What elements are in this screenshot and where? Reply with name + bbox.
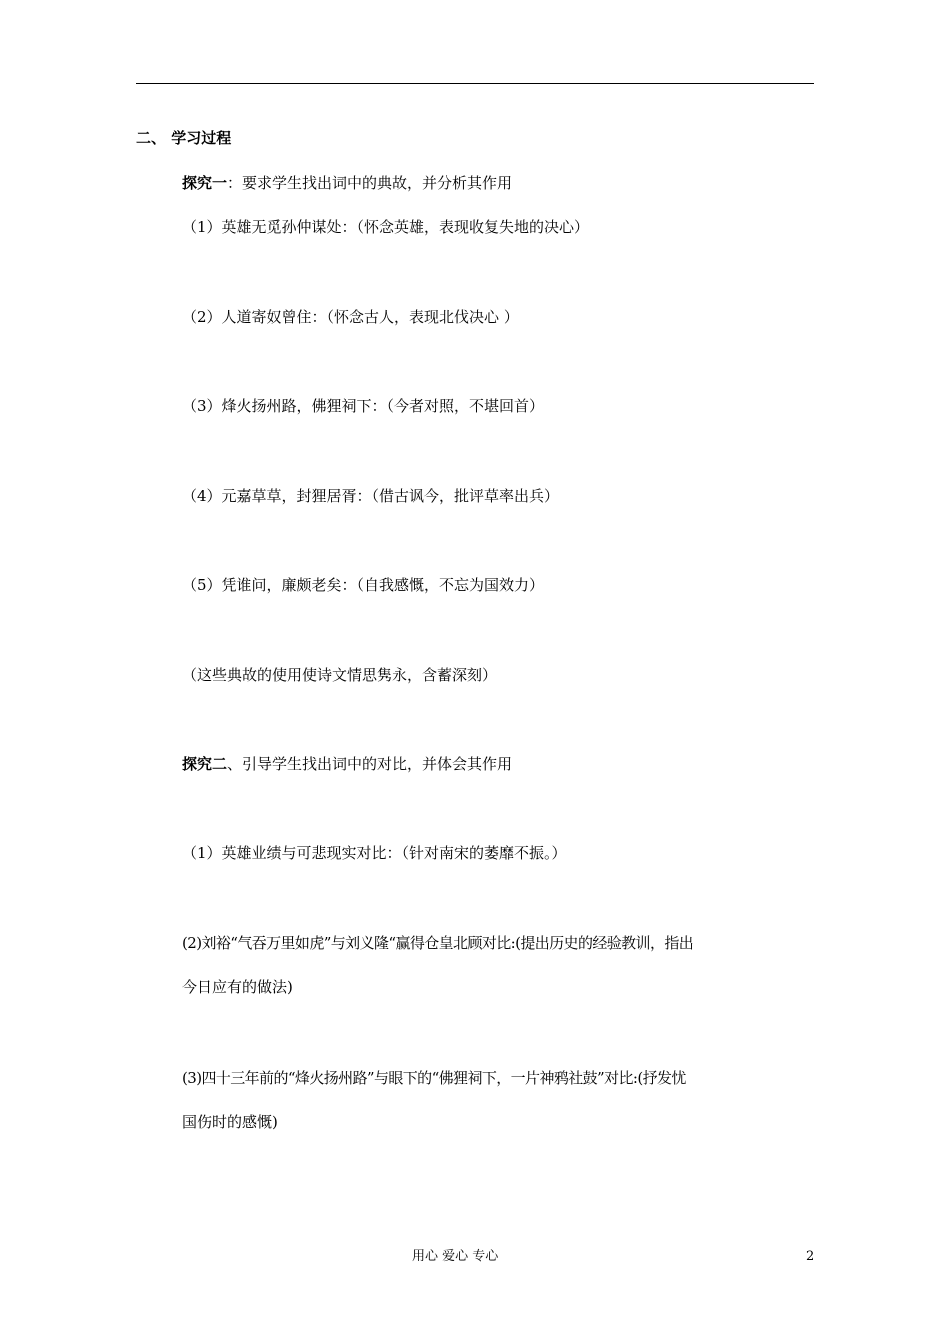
section-heading: 二、 学习过程 bbox=[136, 129, 232, 147]
inquiry1-prompt bbox=[182, 173, 512, 193]
inquiry1-summary: （这些典故的使用使诗文情思隽永，含蓄深刻） bbox=[182, 666, 498, 684]
inquiry2-item-2-line-1: (2)刘裕“气吞万里如虎”与刘义隆“赢得仓皇北顾对比:(提出历史的经验教训，指出 bbox=[182, 934, 694, 952]
footer-slogan: 用心 爱心 专心 bbox=[412, 1249, 499, 1264]
inquiry2-item-2-line-2: 今日应有的做法) bbox=[182, 978, 293, 996]
inquiry1-item-4: （4）元嘉草草，封狸居胥：（借古讽今，批评草率出兵） bbox=[182, 487, 560, 505]
inquiry2-label: 探究二 bbox=[182, 755, 228, 773]
header-rule bbox=[136, 83, 814, 84]
inquiry1-item-2: （2）人道寄奴曾住：（怀念古人，表现北伐决心 ） bbox=[182, 308, 519, 326]
inquiry1-item-1: （1）英雄无觅孙仲谋处：（怀念英雄，表现收复失地的决心） bbox=[182, 218, 590, 236]
inquiry1-text: ：要求学生找出词中的典故，并分析其作用 bbox=[227, 174, 513, 192]
inquiry2-item-3-line-1: (3)四十三年前的“烽火扬州路”与眼下的“佛狸祠下，一片神鸦社鼓”对比:(抒发忧 bbox=[182, 1069, 686, 1087]
inquiry2-text: 、引导学生找出词中的对比，并体会其作用 bbox=[227, 755, 513, 773]
page-number: 2 bbox=[806, 1249, 815, 1264]
inquiry2-item-3-line-2: 国伤时的感慨) bbox=[182, 1113, 278, 1131]
inquiry1-label: 探究一 bbox=[182, 174, 228, 192]
inquiry1-item-5: （5）凭谁问，廉颇老矣：（自我感慨，不忘为国效力） bbox=[182, 576, 545, 594]
inquiry1-item-3: （3）烽火扬州路，佛狸祠下：（今者对照，不堪回首） bbox=[182, 397, 545, 415]
inquiry2-item-1: （1）英雄业绩与可悲现实对比：（针对南宋的萎靡不振。） bbox=[182, 844, 567, 862]
inquiry2-prompt bbox=[182, 754, 512, 774]
